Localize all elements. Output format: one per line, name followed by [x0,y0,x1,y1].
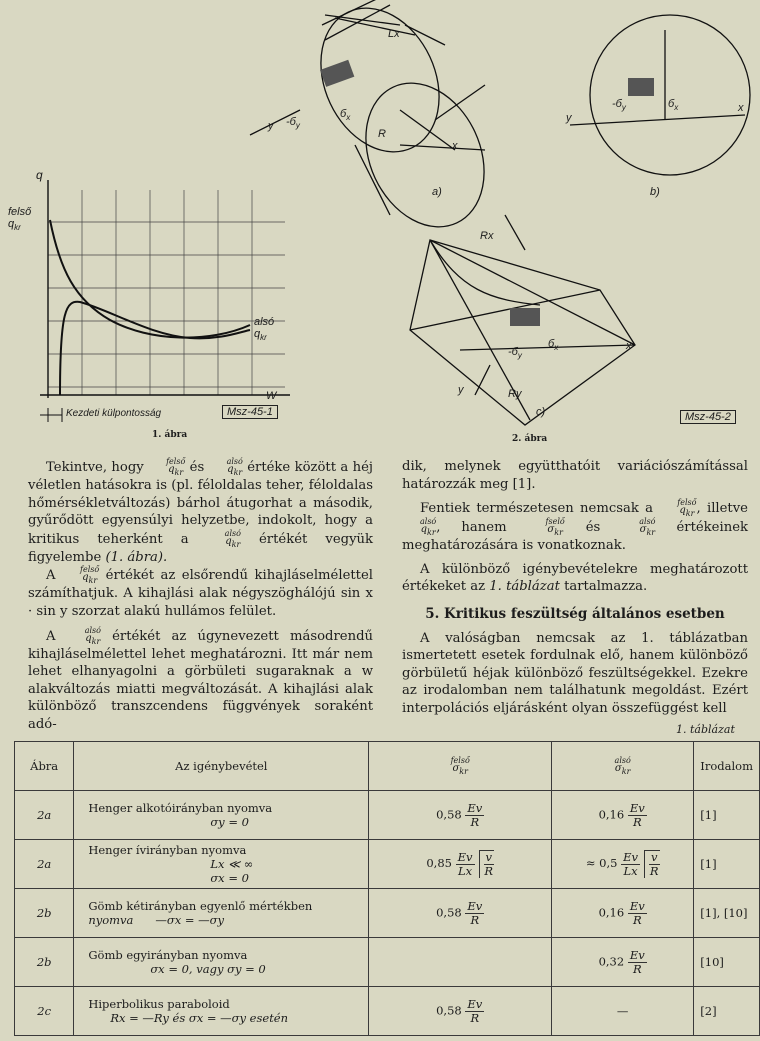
y-axis-label: q [36,168,43,182]
figure-2-drawings [240,0,760,445]
header-igenybevetel: Az igénybevétel [74,742,369,791]
lower-curve-label: alsó $q_{kr}$ [254,316,275,343]
cell-felso: 0,58 $\frac{Ev}{R}$ [369,791,552,840]
label-y-c: y [458,384,464,396]
cell-description: Gömb kétirányban egyenlő mértékben nyomva —σx = —σy [74,889,369,938]
cell-felso: 0,58 $\frac{Ev}{R}$ [369,889,552,938]
table-row [15,791,760,840]
label-rx: Rx [480,230,494,242]
label-sigma-y-c: $-б_y$ [508,346,522,361]
cell-abra: 2a [15,840,74,889]
label-lx: Lx [388,28,400,40]
figure-2-caption: 2. ábra [512,434,548,444]
label-sigma-y-b: $-б_y$ [612,98,626,113]
upper-curve-label: felső $q_{kr}$ [8,206,32,233]
label-y-a: y [268,120,274,132]
label-c: c) [536,406,546,418]
header-also: alsó $\sigma_{kr}$ [552,742,694,791]
label-r: R [378,128,386,140]
label-x-a: x [452,140,458,152]
initial-eccentricity-label: Kezdeti külpontosság [66,408,162,419]
label-x-b: x [738,102,744,114]
table-row [15,840,760,889]
header-irodalom: Irodalom [694,742,760,791]
paragraph-4: dik, melynek együtthatóit variációszámítással határozzák meg [1]. [402,459,748,492]
header-abra: Ábra [15,742,74,791]
cell-ref: [1], [10] [694,889,760,938]
label-sigma-x-c: $б_x$ [548,338,559,353]
figure-2-id: Msz-45-2 [680,410,736,424]
cell-ref: [2] [694,987,760,1036]
paragraph-1: Tekintve, hogy felső $q_{kr}$ és alsó $q_{kr}$ értéke között a héj véletlen hatásokra is (pl. féloldalas teher, féloldalas hőmérsékletváltozás) bárhol átugorhat a második, gyűrődött egyensúlyi helyzetbe, indokolt, hogy a kritikus teherként a alsó $q_{kr}$ értékét vegyük figyelembe (1. ábra). [28,457,374,565]
cell-description: Gömb egyirányban nyomva σx = 0, vagy σy = 0 [74,938,369,987]
label-sigma-x-b: $б_x$ [668,98,679,113]
cell-description: Henger alkotóirányban nyomva σy = 0 [74,791,369,840]
header-felso: felső $\sigma_{kr}$ [369,742,552,791]
cell-ref: [1] [694,791,760,840]
table-row [15,938,760,987]
table-row [15,889,760,938]
cell-abra: 2b [15,889,74,938]
text-column-right [402,458,748,718]
label-y-b: y [566,112,572,124]
section-heading: 5. Kritikus feszültség általános esetben [425,605,725,622]
paragraph-6: A különböző igénybevételekre meghatározott értékeket az 1. táblázat tartalmazza. [402,561,748,595]
cell-abra: 2b [15,938,74,987]
cell-also: 0,16 $\frac{Ev}{R}$ [552,791,694,840]
table-header-row [15,742,760,791]
cell-felso: 0,85 $\frac{Ev}{Lx}$ $\frac{v}{R}$ [369,840,552,889]
figure-1-caption: 1. ábra [152,430,188,440]
paragraph-7: A valóságban nemcsak az 1. táblázatban ismertetett esetek fordulnak elő, hanem különböző görbületű héjak különböző feszültségekkel. Ezekre az irodalomban nem találhatunk megoldást. Ezért interpolációs eljárásként olyan összefüggést kell [402,630,748,716]
label-ry: Ry [508,388,522,400]
cell-also: ≈ 0,5 $\frac{Ev}{Lx}$ $\frac{v}{R}$ [552,840,694,889]
paragraph-5: Fentiek természetesen nemcsak a felső $q_{kr}$ , illetve alsó $q_{kr}$ , hanem fselő $\sigma_{kr}$ és alsó $\sigma_{kr}$ értékeinek meghatározására is vonatkoznak. [402,498,748,554]
label-a: a) [432,186,442,198]
cell-felso [369,938,552,987]
table-caption: 1. táblázat [676,723,735,736]
cell-abra: 2a [15,791,74,840]
figure-1-id: Msz-45-1 [222,405,278,419]
data-table [14,741,760,1036]
cell-abra: 2c [15,987,74,1036]
x-axis-label: W [266,390,277,402]
cell-felso: 0,58 $\frac{Ev}{R}$ [369,987,552,1036]
cell-also: — [552,987,694,1036]
label-x-c: x [626,340,632,352]
text-column-left [28,458,373,734]
cell-also: 0,16 $\frac{Ev}{R}$ [552,889,694,938]
cell-description: Henger ívirányban nyomva Lx ≪ ∞ σx = 0 [74,840,369,889]
cell-also: 0,32 $\frac{Ev}{R}$ [552,938,694,987]
label-sigma-x-a: $б_x$ [340,108,351,123]
table-row [15,987,760,1036]
label-sigma-y-a: $-б_y$ [286,116,300,131]
cell-ref: [1] [694,840,760,889]
cell-description: Hiperbolikus paraboloid Rx = —Ry és σx = —σy esetén [74,987,369,1036]
label-b: b) [650,186,660,198]
paragraph-2: A felső $q_{kr}$ értékét az elsőrendű kihajláselmélettel számíthatjuk. A kihajlási alak négyszöghálójú sin x · sin y szorzat alakú hullámos felület. [28,565,373,619]
paragraph-3: A alsó $q_{kr}$ értékét az úgynevezett másodrendű kihajláselmélettel lehet meghatározni. Itt már nem lehet elhanyagolni a görbületi sugaraknak a w alakváltozás miatti megváltozását. A kihajlási alak különböző transzcendens függvények soraként adó- [28,625,374,732]
cell-ref: [10] [694,938,760,987]
